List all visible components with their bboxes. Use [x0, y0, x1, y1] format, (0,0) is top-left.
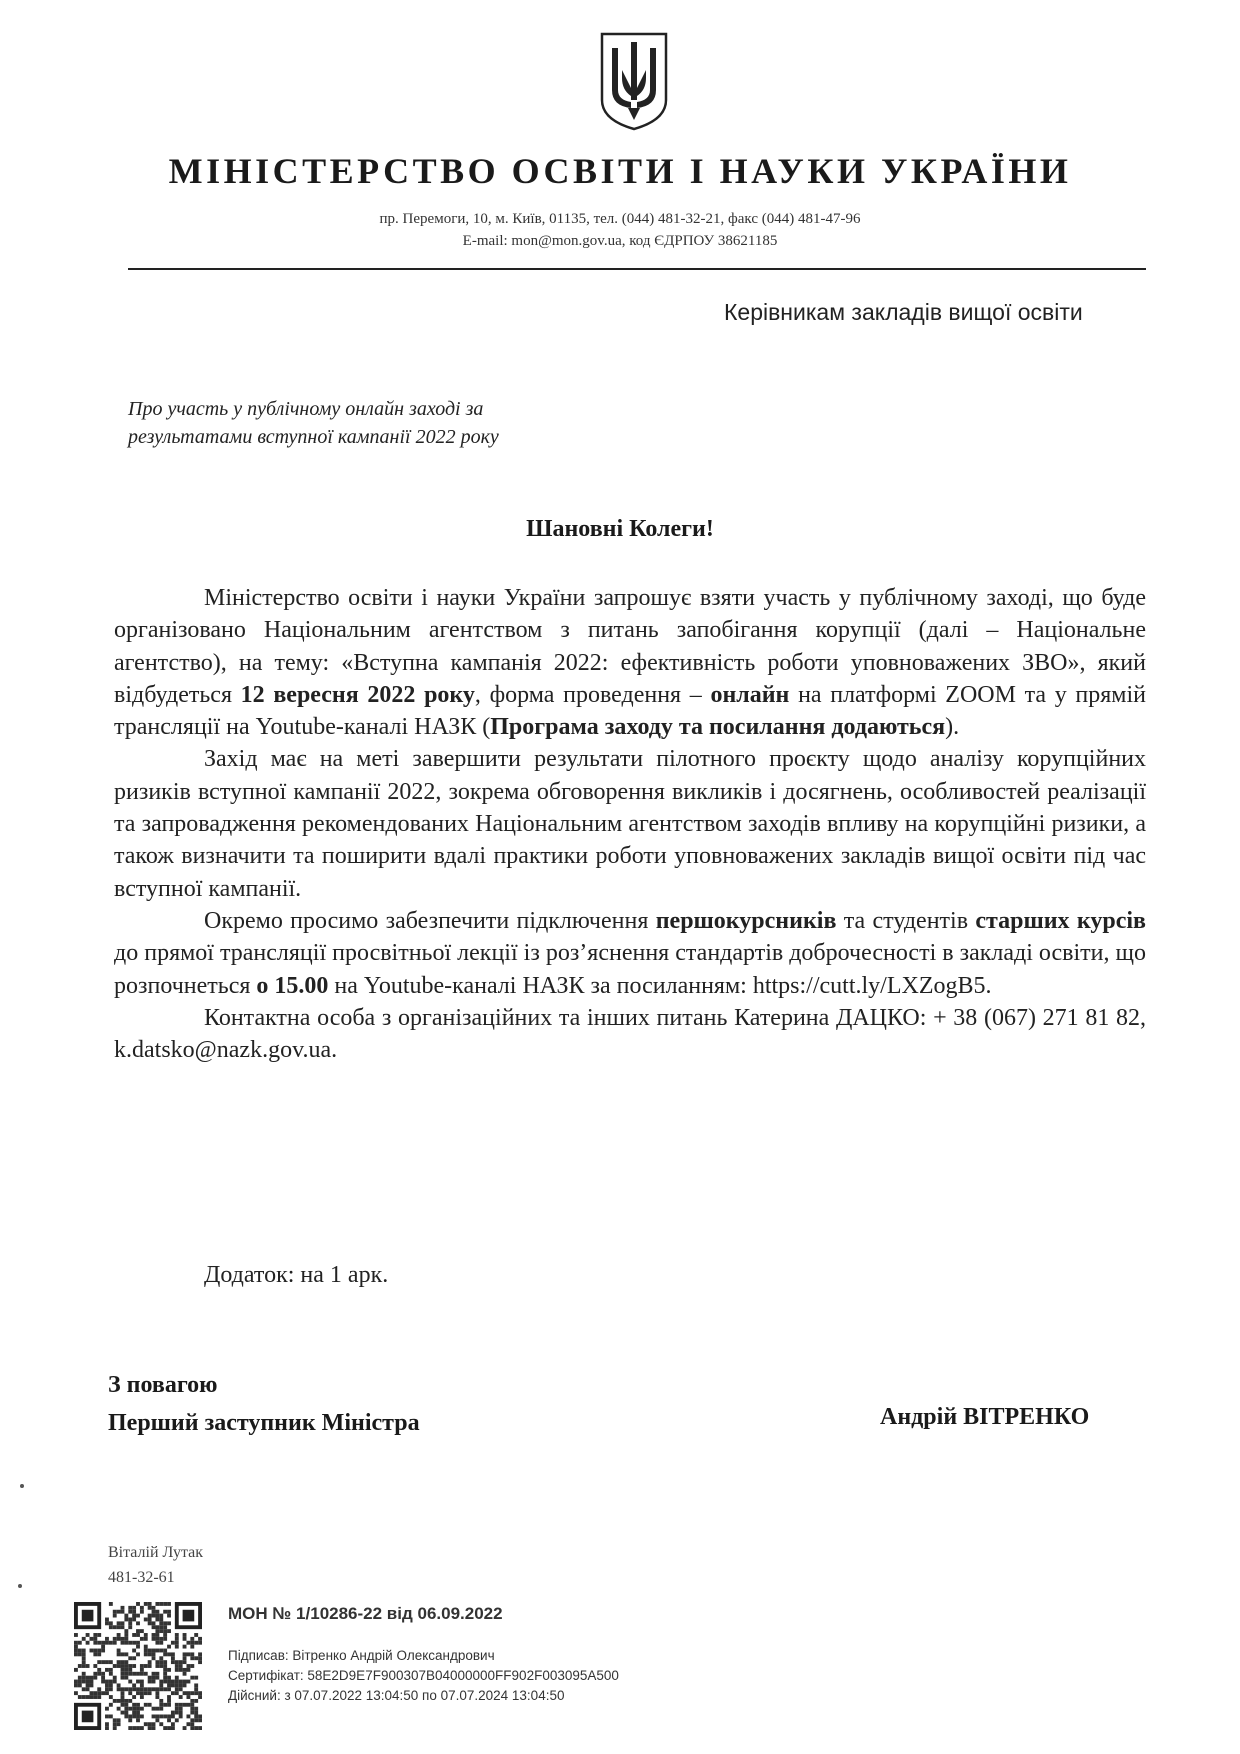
qr-code-icon	[74, 1600, 202, 1732]
ministry-title: МІНІСТЕРСТВО ОСВІТИ І НАУКИ УКРАЇНИ	[168, 151, 1072, 191]
registration-number: МОН № 1/10286-22 від 06.09.2022	[228, 1604, 503, 1623]
lecture-time: о 15.00	[256, 972, 329, 999]
ministry-email: E-mail: mon@mon.gov.ua, код ЄДРПОУ 38621185	[462, 233, 778, 249]
text-run: , форма проведення –	[474, 681, 711, 708]
paragraph-students	[114, 905, 1146, 1002]
paragraph-invitation	[114, 582, 1146, 743]
event-date: 12 вересня 2022 року	[240, 681, 475, 708]
text-run: Міністерство освіти і науки України запрошує взяти участь у публічному заході, що буде організовано Національним агентством з питань запобігання корупції (далі – Національне агентство), на тему: «Вступна кампанія 2022: ефективність роботи уповноважених ЗВО», який відбудеться	[114, 585, 1146, 708]
letter-body	[114, 582, 1146, 1066]
text-run: та студентів	[836, 907, 976, 934]
text-run: на Youtube-каналі НАЗК за посиланням: https://cutt.ly/LXZogB5.	[328, 972, 992, 999]
electronic-signature-block	[228, 1604, 619, 1706]
closing-regards: З повагою	[108, 1372, 218, 1398]
letter-subject: Про участь у публічному онлайн заході за результатами вступної кампанії 2022 року	[128, 398, 499, 448]
ministry-contacts	[0, 208, 1240, 252]
scan-speck	[18, 1584, 22, 1588]
attachment-note: Додаток: на 1 арк.	[204, 1262, 389, 1288]
scan-speck	[20, 1484, 24, 1488]
senior-students: старших курсів	[975, 907, 1146, 934]
closing-block	[108, 1366, 420, 1442]
ministry-address: пр. Перемоги, 10, м. Київ, 01135, тел. (044) 481-32-21, факс (044) 481-47-96	[379, 211, 861, 227]
trident-emblem-icon	[598, 30, 670, 132]
text-run: на платформі ZOOM та у прямій трансляції на Youtube-каналі НАЗК (	[114, 681, 1147, 741]
signer-position: Перший заступник Міністра	[108, 1410, 420, 1436]
text-run: ).	[945, 714, 960, 741]
text-run: до прямої трансляції просвітньої лекції із роз’яснення стандартів доброчесності в закладі освіти, що розпочнеться	[114, 940, 1146, 999]
text-run: Окремо просимо забезпечити підключення	[204, 907, 656, 934]
certificate-id: Сертифікат: 58E2D9E7F900307B04000000FF902F003095A500	[228, 1668, 619, 1683]
first-year-students: першокурсників	[655, 907, 837, 934]
salutation: Шановні Колеги!	[526, 516, 714, 542]
paragraph-contact: Контактна особа з організаційних та інших питань Катерина ДАЦКО: + 38 (067) 271 81 82, k.datsko@nazk.gov.ua.	[114, 1004, 1146, 1064]
paragraph-purpose: Захід має на меті завершити результати пілотного проєкту щодо аналізу корупційних ризиків вступної кампанії 2022, зокрема обговорення викликів і досягнень, особливостей реалізації та запровадження рекомендованих Національним агентством заходів впливу на корупційні ризики, а також визначити та поширити вдалі практики роботи уповноважених закладів вищої освіти під час вступної кампанії.	[114, 746, 1146, 902]
program-note: Програма заходу та посилання додаються	[490, 714, 946, 741]
executor-phone: 481-32-61	[108, 1569, 175, 1586]
addressee: Керівникам закладів вищої освіти	[724, 299, 1083, 325]
signed-by: Підписав: Вітренко Андрій Олександрович	[228, 1648, 495, 1663]
certificate-validity: Дійсний: з 07.07.2022 13:04:50 по 07.07.2024 13:04:50	[228, 1688, 565, 1703]
event-format: онлайн	[710, 681, 790, 708]
signer-name: Андрій ВІТРЕНКО	[880, 1404, 1090, 1430]
executor-name: Віталій Лутак	[108, 1544, 204, 1561]
executor-block	[108, 1540, 203, 1590]
letterhead-divider	[128, 268, 1146, 270]
